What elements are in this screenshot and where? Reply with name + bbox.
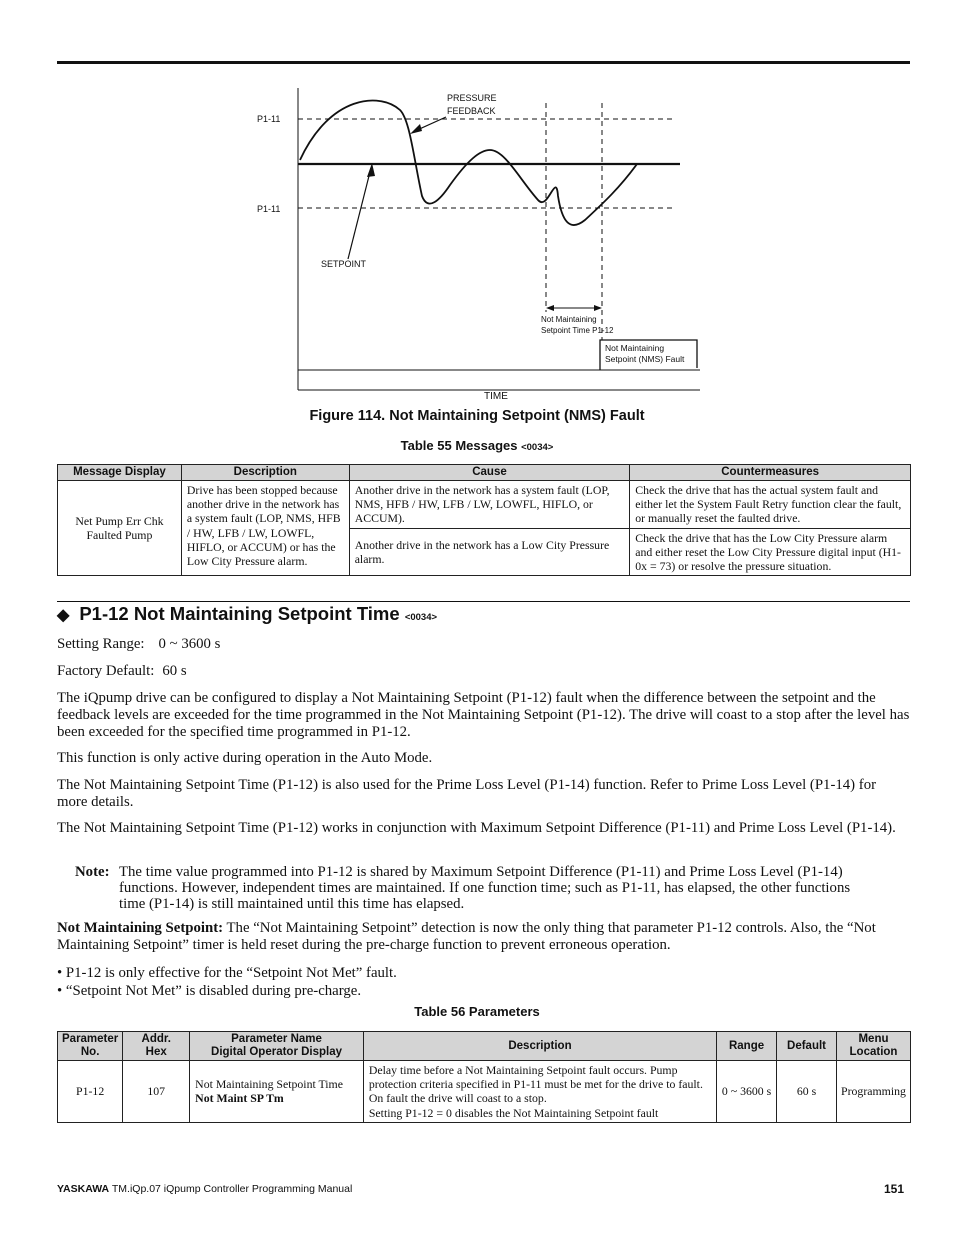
header-line: Parameter bbox=[62, 1033, 119, 1045]
nms-fault-figure bbox=[0, 0, 954, 400]
table-row bbox=[58, 1061, 911, 1123]
col-header: Message Display bbox=[58, 465, 182, 481]
nms-label: Not Maintaining Setpoint: bbox=[57, 920, 224, 936]
cause-cell: Another drive in the network has a system fault (LOP, NMS, HFB / HW, LFB / LW, LOWFL, HIFLO, or ACCUM). bbox=[349, 481, 630, 529]
description-cell: Drive has been stopped because another drive in the network has a system fault (LOP, NMS, HFB / HW, LFB / LW, LOWFL, HIFLO, or ACCUM) or has the Low City Pressure alarm. bbox=[181, 481, 349, 576]
p1-11-upper-label: P1-11 bbox=[257, 114, 281, 124]
header-line: Location bbox=[849, 1046, 898, 1058]
default-cell: 60 s bbox=[777, 1061, 837, 1123]
paragraph-2: This function is only active during operation in the Auto Mode. bbox=[57, 750, 433, 766]
col-header-param bbox=[58, 1032, 123, 1061]
table56-caption: Table 56 Parameters bbox=[414, 1004, 540, 1019]
table-header-row bbox=[58, 1032, 911, 1061]
param-name: Not Maintaining Setpoint Time bbox=[195, 1077, 343, 1092]
section-code: <0034> bbox=[404, 612, 438, 623]
timer-span-left-head bbox=[546, 305, 554, 311]
factory-default-label: Factory Default: bbox=[57, 663, 155, 679]
param-display: Not Maint SP Tm bbox=[195, 1091, 284, 1106]
col-header-name bbox=[190, 1032, 364, 1061]
header-line: Digital Operator Display bbox=[211, 1046, 343, 1058]
diamond-icon: ◆ bbox=[57, 607, 70, 624]
setpoint-label: SETPOINT bbox=[321, 259, 367, 269]
col-header-addr bbox=[123, 1032, 190, 1061]
header-line: Hex bbox=[145, 1046, 167, 1058]
desc-line-2: Setting P1-12 = 0 disables the Not Maintaining Setpoint fault bbox=[368, 1105, 659, 1120]
table-row bbox=[58, 481, 911, 529]
table-header-row bbox=[58, 465, 911, 481]
setting-range-label: Setting Range: bbox=[57, 636, 145, 652]
col-header: Description bbox=[181, 465, 349, 481]
setting-range-value: 0 ~ 3600 s bbox=[158, 636, 221, 652]
parameters-table bbox=[57, 1031, 911, 1123]
col-header-range: Range bbox=[717, 1032, 777, 1061]
pressure-feedback-label-2: FEEDBACK bbox=[447, 106, 496, 116]
page-number: 151 bbox=[884, 1182, 905, 1196]
timer-span-right-head bbox=[594, 305, 602, 311]
countermeasure-cell: Check the drive that has the Low City Pressure alarm and either reset the Low City Pressure digital input (H1-0x = 73) or resolve the pressure situation. bbox=[630, 528, 911, 576]
note-label: Note: bbox=[75, 864, 110, 880]
message-line-2: Faulted Pump bbox=[86, 528, 153, 543]
setpoint-arrowhead bbox=[367, 163, 375, 177]
cause-cell: Another drive in the network has a Low City Pressure alarm. bbox=[349, 528, 630, 576]
nm-time-label-2: Setpoint Time P1-12 bbox=[541, 326, 614, 335]
section-title-text: P1-12 Not Maintaining Setpoint Time bbox=[79, 603, 405, 624]
col-header: Cause bbox=[349, 465, 630, 481]
fault-label-1: Not Maintaining bbox=[605, 343, 665, 353]
desc-cell bbox=[363, 1061, 716, 1123]
header-line: Addr. bbox=[141, 1033, 171, 1045]
factory-default bbox=[57, 663, 910, 680]
col-header-desc: Description bbox=[363, 1032, 716, 1061]
note-block bbox=[75, 864, 855, 912]
table55-caption-main: Table 55 Messages bbox=[400, 438, 522, 453]
footer-manual bbox=[57, 1183, 352, 1195]
bullet-list bbox=[57, 964, 397, 1000]
col-header-menu bbox=[836, 1032, 910, 1061]
fault-label-2: Setpoint (NMS) Fault bbox=[605, 354, 685, 364]
addr-cell: 107 bbox=[123, 1061, 190, 1123]
factory-default-value: 60 s bbox=[162, 663, 187, 679]
message-display-cell bbox=[58, 481, 182, 576]
section-rule bbox=[57, 601, 910, 602]
setpoint-arrow bbox=[348, 168, 371, 259]
param-cell: P1-12 bbox=[58, 1061, 123, 1123]
nms-text: The “Not Maintaining Setpoint” detection is now the only thing that parameter P1-12 controls. Also, the “Not Maintaining Setpoint” timer is held reset during the pre-charge function to prevent erroneous operation. bbox=[57, 920, 876, 953]
paragraph-3: The Not Maintaining Setpoint Time (P1-12) is also used for the Prime Loss Level (P1-14) function. Refer to Prime Loss Level (P1-14) for more details. bbox=[57, 777, 877, 810]
nm-time-label-1: Not Maintaining bbox=[541, 315, 597, 324]
footer-title: TM.iQp.07 iQpump Controller Programming Manual bbox=[109, 1183, 353, 1195]
section-title bbox=[57, 603, 437, 625]
col-header: Countermeasures bbox=[630, 465, 911, 481]
range-cell: 0 ~ 3600 s bbox=[717, 1061, 777, 1123]
menu-cell: Programming bbox=[836, 1061, 910, 1123]
feedback-arrowhead bbox=[410, 124, 422, 134]
p1-11-lower-label: P1-11 bbox=[257, 204, 281, 214]
header-line: Parameter Name bbox=[231, 1033, 322, 1045]
nms-paragraph bbox=[57, 920, 910, 954]
desc-line-1: Delay time before a Not Maintaining Setpoint fault occurs. Pump protection criteria specified in P1-11 must be met for the drive to fault. On fault the drive will coast to a stop. bbox=[368, 1063, 703, 1106]
list-item: • “Setpoint Not Met” is disabled during pre-charge. bbox=[57, 982, 397, 1000]
pressure-feedback-label-1: PRESSURE bbox=[447, 93, 497, 103]
header-line: Menu bbox=[858, 1033, 889, 1045]
time-axis-label: TIME bbox=[484, 391, 508, 400]
list-item: • P1-12 is only effective for the “Setpoint Not Met” fault. bbox=[57, 964, 397, 982]
footer-brand: YASKAWA bbox=[57, 1183, 110, 1195]
message-line-1: Net Pump Err Chk bbox=[75, 513, 164, 528]
messages-table bbox=[57, 464, 911, 576]
name-cell bbox=[190, 1061, 364, 1123]
paragraph-1: The iQpump drive can be configured to display a Not Maintaining Setpoint (P1-12) fault when the difference between the setpoint and the feedback levels are exceeded for the time programmed in the Not Maintaining Setpoint (P1-12). The drive will coast to a stop after the level has been exceeded for the specified time programmed in P1-12. bbox=[57, 690, 910, 740]
note-text: The time value programmed into P1-12 is shared by Maximum Setpoint Difference (P1-11) and Prime Loss Level (P1-14) functions. However, independent times are maintained. If one function time; such as P1-11, has elapsed, the other functions time (P1-14) is still maintained until this time has elapsed. bbox=[119, 864, 851, 912]
setting-range bbox=[57, 636, 910, 653]
paragraph-4: The Not Maintaining Setpoint Time (P1-12) works in conjunction with Maximum Setpoint Difference (P1-11) and Prime Loss Level (P1-14). bbox=[57, 820, 896, 836]
countermeasure-cell: Check the drive that has the actual system fault and either let the System Fault Retry function clear the fault, or manually reset the faulted drive. bbox=[630, 481, 911, 529]
table55-caption bbox=[0, 438, 954, 453]
table55-caption-code: <0034> bbox=[521, 442, 554, 453]
col-header-default: Default bbox=[777, 1032, 837, 1061]
header-line: No. bbox=[80, 1046, 100, 1058]
figure-caption: Figure 114. Not Maintaining Setpoint (NMS) Fault bbox=[309, 408, 645, 424]
